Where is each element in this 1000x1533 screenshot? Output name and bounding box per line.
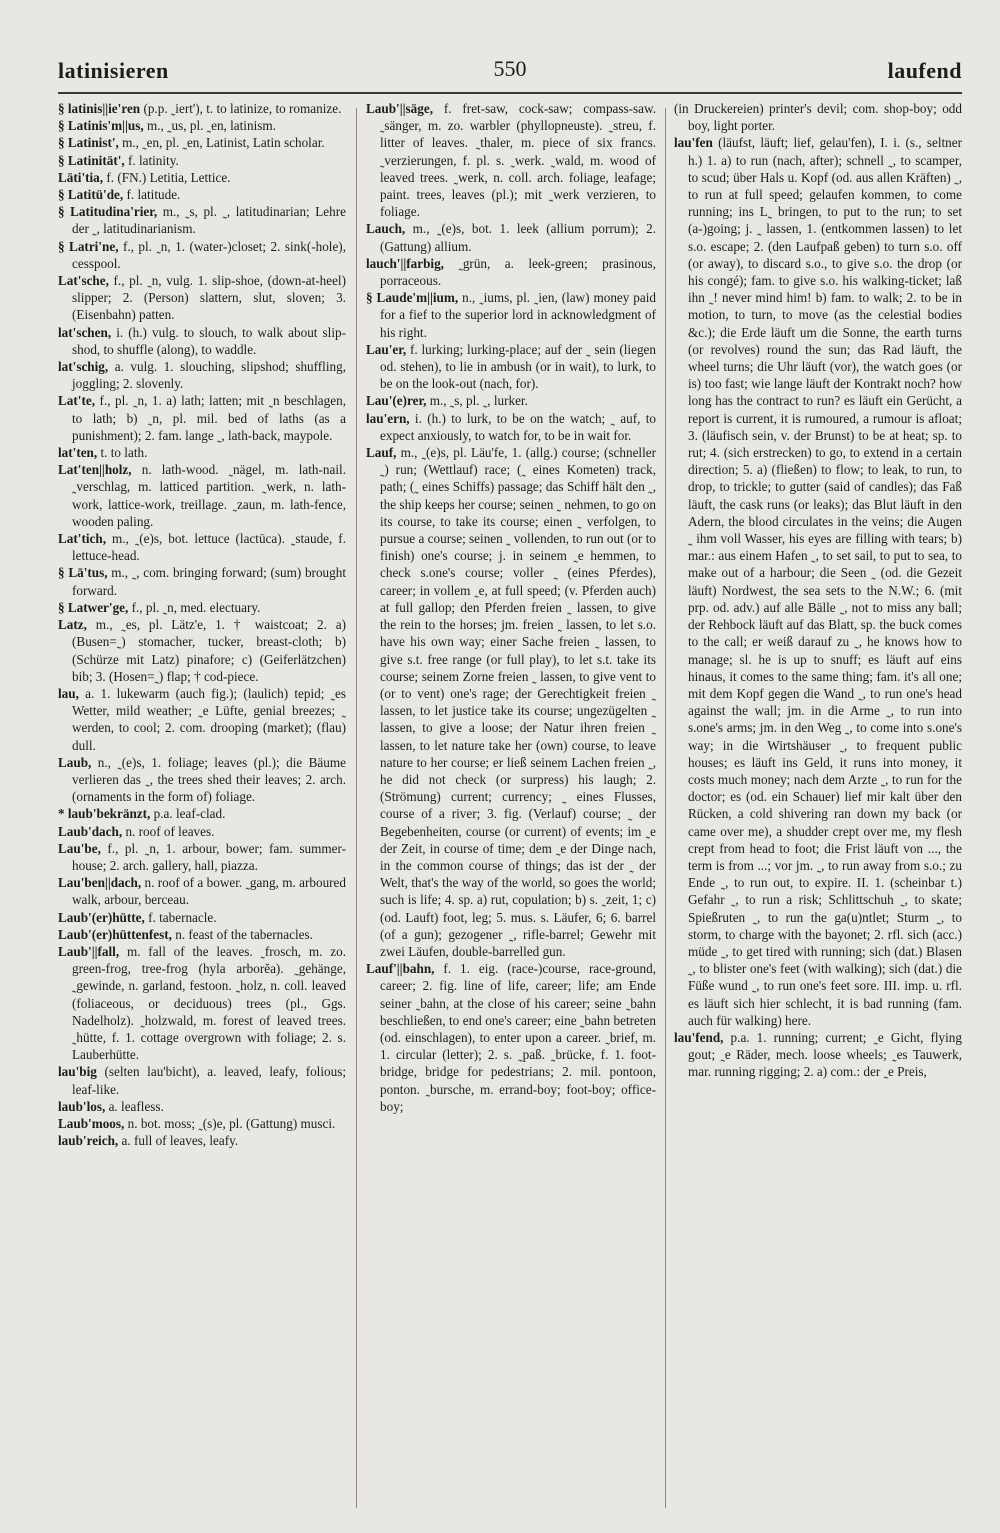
column-1 — [58, 100, 346, 1515]
dictionary-entry — [58, 100, 346, 117]
entry-definition: f., pl. ˷n, 1. (water-)closet; 2. sink(-hole), cesspool. — [72, 238, 346, 271]
entry-definition: m., ˷en, pl. ˷en, Latinist, Latin scholar. — [118, 135, 325, 151]
entry-definition: n. bot. moss; ˷(s)e, pl. (Gattung) musci. — [124, 1115, 336, 1131]
entry-definition: m. fall of the leaves. ˷frosch, m. zo. green-frog, tree-frog (hyla arborĕa). ˷gehänge, ˷gewinde, n. garland, festoon. ˷holz, n. coll. leaved (foliaceous, or deciduous) trees (pl., Ggs. Nadelholz). ˷holzwald, m. forest of leaved trees. ˷hütte, f. 1. cottage overgrown with foliage; 2. s. Lauberhütte. — [72, 943, 346, 1063]
entry-headword: lat'ten, — [58, 445, 98, 461]
entry-definition: ˷grün, a. leek-green; prasinous, porraceous. — [380, 255, 656, 289]
dictionary-entry — [674, 1029, 962, 1081]
entry-definition: f. latinity. — [124, 152, 179, 168]
dictionary-entry — [58, 461, 346, 530]
entry-headword: § Laude'm||ium, — [366, 290, 459, 306]
entry-headword: Laub'dach, — [58, 823, 123, 839]
entry-definition: a. vulg. 1. slouching, slipshod; shuffling, joggling; 2. slovenly. — [72, 359, 346, 392]
entry-headword: Lau'ben||dach, — [58, 875, 142, 891]
dictionary-entry — [58, 152, 346, 169]
entry-definition: i. (h.) to lurk, to be on the watch; ˷ auf, to expect anxiously, to watch for, to be in wait for. — [380, 410, 656, 443]
dictionary-entry — [58, 117, 346, 134]
entry-headword: Lat'sche, — [58, 273, 109, 289]
dictionary-entry — [58, 186, 346, 203]
entry-headword: Lau'be, — [58, 840, 101, 856]
entry-headword: Lau'er, — [366, 341, 407, 357]
dictionary-entry — [58, 564, 346, 598]
entry-headword: § Lā'tus, — [58, 565, 108, 581]
dictionary-entry — [58, 238, 346, 272]
entry-definition: f. lurking; lurking-place; auf der ˷ sein (liegen od. stehen), to lie in ambush (or in wait), to lurk, to be on the look-out (nach, for). — [380, 341, 656, 392]
dictionary-entry — [58, 1098, 346, 1115]
entry-headword: § Latitü'de, — [58, 187, 124, 203]
entry-headword: § Latitudina'rier, — [58, 204, 158, 220]
entry-headword: Lat'te, — [58, 393, 95, 409]
column-divider — [356, 108, 357, 1508]
dictionary-entry — [58, 169, 346, 186]
dictionary-entry — [58, 1132, 346, 1149]
dictionary-entry — [58, 823, 346, 840]
entry-definition: m., ˷, com. bringing forward; (sum) brought forward. — [72, 565, 346, 598]
entry-definition: a. full of leaves, leafy. — [118, 1133, 239, 1149]
dictionary-entry — [674, 134, 962, 1029]
entry-headword: § Latri'ne, — [58, 238, 119, 254]
dictionary-entry — [58, 909, 346, 926]
entry-definition: m., ˷us, pl. ˷en, latinism. — [143, 118, 276, 134]
dictionary-entry — [58, 874, 346, 908]
entry-definition: m., ˷(e)s, bot. lettuce (lactūca). ˷staude, f. lettuce-head. — [72, 531, 346, 564]
entry-definition: f. fret-saw, cock-saw; compass-saw. ˷sänger, m. zo. warbler (phyllopneuste). ˷streu, f. litter of leaves. ˷thaler, m. piece of six francs. ˷verzierungen, f. pl. s. ˷werk. ˷wald, m. wood of leaved trees. ˷werk, n. coll. arch. foliage, leafage; paint. trees, leaves (pl.); mit ˷werk verzieren, to foliage. — [380, 101, 656, 220]
entry-headword: * laub'bekränzt, — [58, 806, 151, 822]
dictionary-entry — [366, 100, 656, 220]
entry-definition: f., pl. ˷n, med. electuary. — [128, 599, 261, 615]
dictionary-entry — [58, 1063, 346, 1097]
entry-headword: Lau'(e)rer, — [366, 393, 427, 409]
entry-headword: Lauf'||bahn, — [366, 961, 435, 977]
entry-headword: lat'schen, — [58, 324, 112, 340]
entry-definition: f., pl. ˷n, vulg. 1. slip-shoe, (down-at-heel) slipper; 2. (Person) slattern, slut, sloven; 3. (Eisenbahn) patten. — [72, 273, 346, 323]
entry-headword: lau'big — [58, 1064, 97, 1080]
dictionary-entry — [366, 220, 656, 254]
dictionary-entry — [58, 926, 346, 943]
entry-definition: f., pl. ˷n, 1. a) lath; latten; mit ˷n beschlagen, to lath; b) ˷n, pl. mil. bed of laths (as a punishment); 2. fam. lange ˷, lath-back, maypole. — [72, 393, 346, 443]
entry-definition: t. to lath. — [97, 445, 148, 461]
entry-definition: (selten lau'bicht), a. leaved, leafy, folious; leaf-like. — [72, 1064, 346, 1097]
dictionary-entry — [366, 341, 656, 393]
entry-definition: p.a. leaf-clad. — [150, 806, 226, 822]
entry-headword: Laub'moos, — [58, 1115, 125, 1131]
dictionary-entry — [58, 134, 346, 151]
entry-definition: n. roof of a bower. ˷gang, m. arboured walk, arbour, berceau. — [72, 875, 346, 908]
dictionary-entry — [58, 685, 346, 754]
entry-headword: Lat'ten||holz, — [58, 462, 132, 478]
dictionary-entry — [58, 203, 346, 237]
entry-headword: § latinis||ie'ren — [58, 101, 141, 116]
dictionary-entry — [58, 754, 346, 806]
entry-headword: lau'ern, — [366, 410, 410, 426]
entry-definition: m., ˷s, pl. ˷, lurker. — [426, 393, 528, 409]
entry-definition: p.a. 1. running; current; ˷e Gicht, flying gout; ˷e Räder, mech. loose wheels; ˷es Tauwerk, mar. running rigging; 2. a) com.: der ˷e Preis, — [688, 1029, 962, 1080]
entry-definition: f. tabernacle. — [144, 909, 217, 925]
entry-definition: n. roof of leaves. — [122, 823, 215, 839]
entry-definition: m., ˷es, pl. Lätz'e, 1. † waistcoat; 2. a) (Busen=˷) stomacher, tucker, breast-cloth; b) (Schürze mit Latz) pinafore; c) (Geiferlätzchen) bib; 3. (Hosen=˷) flap; † cod-piece. — [72, 617, 346, 684]
entry-headword: Laub'||fall, — [58, 943, 120, 959]
entry-definition: f. 1. eig. (race-)course, race-ground, career; 2. fig. line of life, career; life; am Ende seiner ˷bahn, at the close of his career; seine ˷bahn beschließen, to end one's career; eine ˷bahn betreten (od. einschlagen), to enter upon a career. ˷brief, m. 1. circular (letter); 2. s. ˷paß. ˷brücke, f. 1. foot-bridge, bridge for pedestrians; 2. mil. pontoon, ponton. ˷bursche, m. errand-boy; foot-boy; office-boy; — [380, 961, 656, 1114]
entry-headword: Läti'tia, — [58, 169, 104, 185]
entry-headword: lat'schig, — [58, 359, 109, 375]
dictionary-entry — [674, 100, 962, 134]
entry-headword: laub'reich, — [58, 1133, 119, 1149]
dictionary-columns — [58, 100, 962, 1515]
entry-headword: Laub, — [58, 754, 92, 770]
running-head-left: latinisieren — [58, 58, 169, 83]
dictionary-entry — [58, 805, 346, 822]
entry-headword: Latz, — [58, 617, 87, 633]
dictionary-entry — [366, 410, 656, 444]
dictionary-entry — [366, 255, 656, 289]
dictionary-entry — [58, 616, 346, 685]
column-divider — [665, 108, 666, 1508]
entry-headword: Laub'(er)hütte, — [58, 909, 145, 925]
column-2 — [366, 100, 656, 1515]
dictionary-entry — [58, 392, 346, 444]
page-number: 550 — [493, 56, 527, 81]
page-header — [58, 52, 962, 92]
dictionary-entry — [58, 943, 346, 1063]
entry-definition: f. (FN.) Letitia, Lettice. — [103, 169, 231, 185]
entry-headword: lau'fen — [674, 135, 713, 151]
entry-headword: lau'fend, — [674, 1029, 724, 1045]
entry-headword: Lauch, — [366, 221, 406, 237]
dictionary-entry — [58, 1115, 346, 1132]
entry-definition: n. feast of the tabernacles. — [171, 926, 313, 942]
entry-definition: m., ˷s, pl. ˷, latitudinarian; Lehre der ˷, latitudinarianism. — [72, 204, 346, 237]
dictionary-entry — [58, 324, 346, 358]
entry-definition: a. 1. lukewarm (auch fig.); (laulich) tepid; ˷es Wetter, mild weather; ˷e Lüfte, genial breezes; ˷ werden, to cool; 2. com. drooping (market); (flau) dull. — [72, 685, 346, 753]
entry-headword: Lat'tich, — [58, 531, 106, 547]
dictionary-entry — [58, 599, 346, 616]
entry-headword: Laub'||säge, — [366, 101, 433, 116]
entry-definition: n., ˷(e)s, 1. foliage; leaves (pl.); die Bäume verlieren das ˷, the trees shed their leaves; 2. arch. (ornaments in the form of) foliage. — [72, 754, 346, 805]
entry-definition: (in Druckereien) printer's devil; com. shop-boy; odd boy, light porter. — [674, 101, 962, 134]
dictionary-entry — [58, 272, 346, 324]
entry-headword: § Latinist', — [58, 135, 119, 151]
entry-definition: n. lath-wood. ˷nägel, m. lath-nail. ˷verschlag, m. latticed partition. ˷werk, n. lath-work, lattice-work, treillage. ˷zaun, m. lath-fence, wooden paling. — [72, 462, 346, 529]
dictionary-entry — [58, 358, 346, 392]
entry-headword: Lauf, — [366, 445, 397, 461]
dictionary-entry — [58, 840, 346, 874]
column-3 — [674, 100, 962, 1515]
entry-headword: Laub'(er)hüttenfest, — [58, 926, 172, 942]
entry-definition: (p.p. ˷iert'), t. to latinize, to romanize. — [140, 101, 342, 116]
entry-headword: lau, — [58, 685, 79, 701]
header-rule — [58, 92, 962, 94]
entry-definition: m., ˷(e)s, bot. 1. leek (allium porrum); 2. (Gattung) allium. — [380, 221, 656, 254]
entry-definition: (läufst, läuft; lief, gelau'fen), I. i. (s., seltner h.) 1. a) to run (nach, after); schnell ˷, to scamper, to scud; über Hals u. Kopf (od. aus allen Kräften) ˷, to run at full speed; gelaufen kommen, to come running; ins L˷ bringen, to put to the run; to set (a-)going; j. ˷ lassen, 1. (entkommen lassen) to let s.o. escape; 2. (den Laufpaß geben) to turn s.o. off (or away), to discard s.o., to give s.o. the drop (or his congé); fam. to give s.o. his walking-ticket; laß ihn ˷! never mind him! b) fam. to walk; 2. to be in motion, to turn, to move (as the celestial bodies &c.); die Erde läuft um die Sonne, the earth turns (or revolves) round the sun; das Rad läuft, the wheel turns; die Uhr läuft (vor), the watch goes (or is) too fast; wie lange läuft der Kontrakt noch? how long has the contract to run? es läuft ein Gerücht, a report is current, it is rumoured, a rumour is afloat; 3. (läufisch sein, v. der Brunst) to be at heat; sp. to rut; 4. (sich erstrecken) to go, to extend in a certain direction; 5. a) (fließen) to flow; to leak, to run, to drop, to trickle; to gutter (said of candles); das Faß läuft, the cask runs (or leaks); das Blut läuft in den Adern, the blood circulates in the veins; die Augen ˷ ihm voll Wasser, his eyes are filling with tears; b) mar.: aus einem Hafen ˷, to set sail, to put to sea, to make out of a harbour; die Seen ˷ (od. die Gezeit läuft) Nordwest, the sea sets to the N.W.; 6. (mit prp. od. adv.) auf alle Bälle ˷, not to miss any ball; der Rehbock läuft auf das Blatt, sp. the buck comes to the call; er weiß darauf zu ˷, he knows how to manage; sl. he is up to snuff; es läuft auf eins hinaus, it comes to the same thing; fam. it's all one; mit dem Kopf gegen die Wand ˷, to run one's head against the wall; jm. in die Arme ˷, to run into s.one's arms; jm. in den Weg ˷, to come into s.one's way; in die Wirtshäuser ˷, to frequent public houses; es läuft ins Geld, it runs into money, it costs much money; nach dem Arzte ˷, to run for the doctor; es (od. ein Schauer) lief mir kalt über den Rücken, a cold shivering ran down my back (or came over me), a shudder crept over me, my flesh crept from head to foot; die Frist läuft von ..., the term is from ...; vor jm. ˷, to run away from s.o.; zu Ende ˷, to run out, to expire. II. 1. (scheinbar t.) Gefahr ˷, to run a risk; Schlittschuh ˷, to skate; Spießruten ˷, to run the ga(u)ntlet; Sturm ˷, to storm, to charge with the bayonet; 2. rfl. sich (acc.) müde ˷, to get tired with running; sich (dat.) Blasen ˷, to blister one's feet (with walking); sich (dat.) die Füße wund ˷, to run one's feet sore. III. imp. u. rfl. es läuft sich hier schlecht, it is bad running (fam. auch für walking) here. — [688, 135, 962, 1028]
dictionary-entry — [58, 444, 346, 461]
entry-definition: m., ˷(e)s, pl. Läu'fe, 1. (allg.) course; (schneller ˷) run; (Wettlauf) race; (˷ eines Kometen) track, path; (˷ eines Schiffs) passage; das Schiff hält den ˷, the ship keeps her course; seinen ˷ nehmen, to go on its course, to take its course; einen ˷ verfolgen, to pursue a course; seinen ˷ vollenden, to run out (or to finish) one's course; j. in seinem ˷e hemmen, to check s.one's course; voller ˷ (eines Pferdes), career; in vollem ˷e, at full speed; (v. Pferden auch) at full gallop; den Pferden freien ˷ lassen, to give the rein to the horses; jm. freien ˷ lassen, to let s.o. have his own way; einer Sache freien ˷ lassen, to give s.t. free range (or full play), to let s.t. take its course; seinem Zorne freien ˷ lassen, to give vent to (or to vent) one's rage; der Gerechtigkeit freien ˷ lassen, to let justice take its course; ungezügelten ˷ lassen, to give a loose; der Natur ihren freien ˷ lassen, to let nature take her (own) course, to leave nature to her course; er ließ seinem Lachen freien ˷, he did not check (or surpress) his laugh; 2. (Strömung) current; currency; ˷ eines Flusses, course of a river; 3. fig. (Verlauf) course; ˷ der Begebenheiten, course (or current) of events; im ˷e der Zeit, in course of time; dem ˷e der Dinge nach, in the common course of things; das ist der ˷ der Welt, that's the way of the world, so goes the world; such is life; 4. sp. a) rut, copulation; b) s. ˷zeit, 1; c) (od. Lauft) foot, leg; 5. mus. s. Läufer, 6; 6. barrel (of a gun); gezogener ˷, rifle-barrel; Gewehr mit zwei Läufen, double-barrelled gun. — [380, 445, 656, 959]
entry-definition: a. leafless. — [105, 1098, 164, 1114]
entry-headword: § Latwer'ge, — [58, 599, 129, 615]
entry-definition: n., ˷iums, pl. ˷ien, (law) money paid for a fief to the superior lord in acknowledgment of his right. — [380, 290, 656, 340]
entry-headword: laub'los, — [58, 1098, 106, 1114]
dictionary-entry — [366, 392, 656, 409]
dictionary-entry — [366, 289, 656, 341]
dictionary-entry — [58, 530, 346, 564]
dictionary-entry — [366, 444, 656, 960]
entry-definition: f., pl. ˷n, 1. arbour, bower; fam. summer-house; 2. arch. gallery, hall, piazza. — [72, 840, 346, 873]
running-head-right: laufend — [887, 58, 962, 83]
entry-definition: f. latitude. — [123, 187, 181, 203]
entry-headword: § Latinität', — [58, 152, 125, 168]
entry-headword: lauch'||farbig, — [366, 255, 444, 271]
entry-definition: i. (h.) vulg. to slouch, to walk about slip-shod, to shuffle (along), to waddle. — [72, 324, 346, 357]
dictionary-entry — [366, 960, 656, 1115]
entry-headword: § Latinis'm||us, — [58, 118, 144, 134]
